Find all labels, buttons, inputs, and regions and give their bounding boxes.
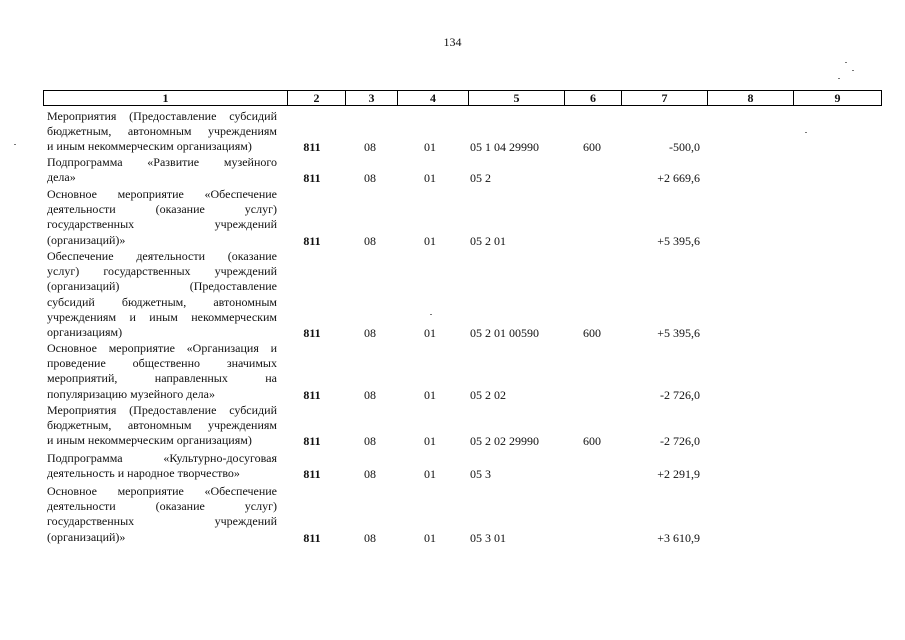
description-line: Подпрограмма «Культурно-досуговая (47, 451, 277, 465)
cell-col-7: -2 726,0 (660, 388, 700, 402)
description-line: услуг) государственных учреждений (47, 264, 277, 279)
description-line: учреждениям и иным некоммерческим (47, 309, 277, 324)
cell-col-3: 08 (364, 140, 376, 154)
cell-col-2: 811 (303, 467, 321, 481)
description-line: государственных учреждений (47, 217, 277, 232)
cell-col-2: 811 (303, 388, 321, 402)
row-description (47, 403, 277, 449)
row-description (47, 484, 277, 545)
cell-col-5: 05 2 (470, 171, 491, 185)
cell-col-2: 811 (303, 434, 321, 448)
cell-col-3: 08 (364, 434, 376, 448)
cell-col-5: 05 2 01 (470, 234, 506, 248)
cell-col-4: 01 (424, 171, 436, 185)
cell-col-7: +2 669,6 (657, 171, 700, 185)
description-line: проведение общественно значимых (47, 356, 277, 371)
description-line: Обеспечение деятельности (оказание (47, 249, 277, 263)
page-number: 134 (443, 35, 462, 49)
cell-col-4: 01 (424, 531, 436, 545)
cell-col-7: +5 395,6 (657, 326, 700, 340)
cell-col-7: +3 610,9 (657, 531, 700, 545)
header-col-2: 2 (287, 91, 345, 105)
cell-col-3: 08 (364, 467, 376, 481)
cell-col-7: -2 726,0 (660, 434, 700, 448)
row-description (47, 451, 277, 481)
cell-col-7: +5 395,6 (657, 234, 700, 248)
cell-col-3: 08 (364, 326, 376, 340)
description-line: и иным некоммерческим организациям) (47, 139, 252, 154)
description-line: Основное мероприятие «Организация и (47, 341, 277, 355)
scan-speck (838, 78, 840, 79)
description-line: субсидий бюджетным, автономным (47, 294, 277, 309)
cell-col-4: 01 (424, 388, 436, 402)
cell-col-7: -500,0 (669, 140, 700, 154)
cell-col-2: 811 (303, 171, 321, 185)
cell-col-3: 08 (364, 531, 376, 545)
cell-col-5: 05 2 01 00590 (470, 326, 539, 340)
cell-col-2: 811 (303, 140, 321, 154)
scan-speck (430, 314, 432, 315)
scan-speck (14, 144, 16, 145)
description-line: деятельности (оказание услуг) (47, 202, 277, 217)
description-line: популяризацию музейного дела» (47, 386, 215, 401)
description-line: и иным некоммерческим организациям) (47, 433, 252, 448)
description-line: Основное мероприятие «Обеспечение (47, 187, 277, 201)
row-description (47, 187, 277, 248)
row-description (47, 109, 277, 155)
cell-col-3: 08 (364, 171, 376, 185)
cell-col-2: 811 (303, 326, 321, 340)
description-line: дела» (47, 170, 76, 185)
cell-col-7: +2 291,9 (657, 467, 700, 481)
scan-speck (845, 62, 847, 63)
cell-col-5: 05 3 01 (470, 531, 506, 545)
cell-col-6: 600 (583, 140, 601, 154)
description-line: мероприятий, направленных на (47, 371, 277, 386)
cell-col-5: 05 2 02 29990 (470, 434, 539, 448)
description-line: деятельности (оказание услуг) (47, 499, 277, 514)
header-col-3: 3 (345, 91, 397, 105)
cell-col-5: 05 3 (470, 467, 491, 481)
header-col-9: 9 (793, 91, 881, 105)
description-line: (организаций)» (47, 232, 126, 247)
description-line: деятельность и народное творчество» (47, 466, 240, 481)
header-col-6: 6 (564, 91, 621, 105)
cell-col-2: 811 (303, 234, 321, 248)
description-line: (организаций)» (47, 529, 126, 544)
cell-col-4: 01 (424, 234, 436, 248)
cell-col-6: 600 (583, 326, 601, 340)
cell-col-3: 08 (364, 234, 376, 248)
header-col-4: 4 (397, 91, 468, 105)
description-line: государственных учреждений (47, 514, 277, 529)
header-col-7: 7 (621, 91, 707, 105)
cell-col-4: 01 (424, 434, 436, 448)
cell-col-5: 05 1 04 29990 (470, 140, 539, 154)
description-line: (организаций) (Предоставление (47, 279, 277, 294)
header-col-5: 5 (468, 91, 564, 105)
cell-col-4: 01 (424, 326, 436, 340)
row-description (47, 249, 277, 340)
description-line: Мероприятия (Предоставление субсидий (47, 109, 277, 123)
row-description (47, 155, 277, 185)
header-col-8: 8 (707, 91, 793, 105)
cell-col-4: 01 (424, 467, 436, 481)
header-col-1: 1 (162, 91, 169, 105)
description-line: Мероприятия (Предоставление субсидий (47, 403, 277, 417)
scan-speck (852, 70, 854, 71)
scan-speck (805, 132, 807, 133)
cell-col-3: 08 (364, 388, 376, 402)
row-description (47, 341, 277, 402)
description-line: организациям) (47, 325, 123, 340)
description-line: бюджетным, автономным учреждениям (47, 418, 277, 433)
table-header (43, 90, 882, 106)
cell-col-4: 01 (424, 140, 436, 154)
cell-col-6: 600 (583, 434, 601, 448)
description-line: Основное мероприятие «Обеспечение (47, 484, 277, 498)
cell-col-2: 811 (303, 531, 321, 545)
description-line: бюджетным, автономным учреждениям (47, 124, 277, 139)
cell-col-5: 05 2 02 (470, 388, 506, 402)
description-line: Подпрограмма «Развитие музейного (47, 155, 277, 169)
